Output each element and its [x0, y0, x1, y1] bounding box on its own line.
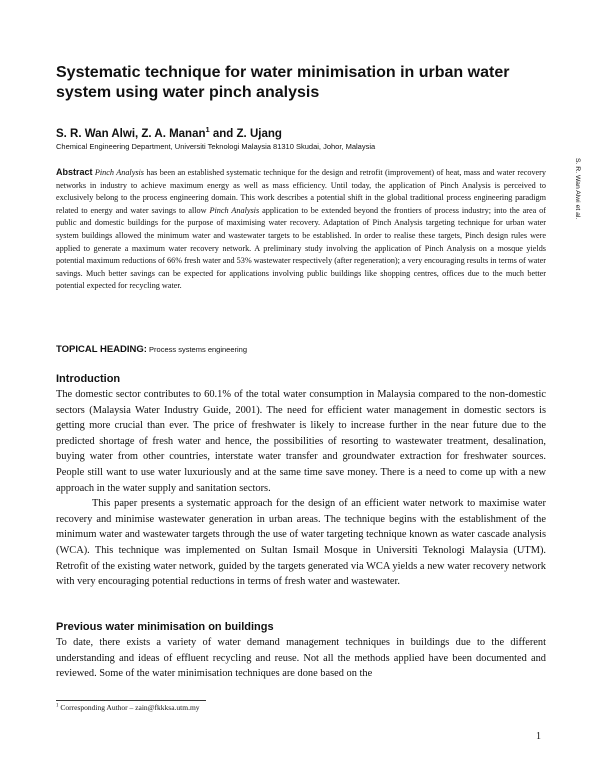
affiliation: Chemical Engineering Department, Universiti Teknologi Malaysia 81310 Skudai, Johor, Malaysia: [56, 142, 376, 151]
section-heading-introduction: Introduction: [56, 373, 121, 385]
abstract-label: Abstract: [56, 167, 93, 177]
topical-heading-value: Process systems engineering: [146, 345, 248, 354]
abstract-text-2: application to be extended beyond the frontiers of process industry; into the area of public and domestic buildings for the purpose of maximising water recovery. Adaptation of Pinch Analysis targeting technique for urban water system buildings allowed the minimum water and wastewater targets to be established. In order to realise these targets, Pinch design rules were applied to generate a maximum water recovery network. A preliminary study involving the application of Pinch Analysis on a mosque yields potential maximum reductions of 66% fresh water and 53% wastewater respectively (after regeneration); a very encouraging results in terms of water savings. Much better savings can be expected for applications involving public buildings like shopping centres, offices due to the much better potential expected for recycling water.: [56, 205, 546, 291]
page-number: 1: [536, 731, 541, 742]
footnote-divider: [56, 700, 206, 701]
topical-heading: [56, 344, 247, 355]
footnote-text: Corresponding Author – zain@fkkksa.utm.my: [58, 703, 200, 712]
introduction-body: [56, 387, 546, 590]
abstract-italic-term-1: Pinch Analysis: [94, 168, 144, 177]
footnote: [56, 703, 200, 712]
running-author-sidebar: S. R. Wan Alwi et al.: [574, 158, 581, 220]
previous-work-body: [56, 635, 546, 682]
introduction-paragraph-1: The domestic sector contributes to 60.1% of the total water consumption in Malaysia compared to the non-domestic sectors (Malaysia Water Industry Guide, 2001). The need for efficient water management in domestic sectors is getting more crucial than ever. The price of freshwater is likely to increase further in the near future due to the predicted shortage of fresh water and hence, the possibilities of resorting to wastewater treatment, desalination, buying water from other countries, interstate water transfer and groundwater extraction for freshwater sources. People still want to use water luxuriously and at the same time save money. There is a need to come up with a new approach in the water supply and sanitation sectors.: [56, 389, 546, 494]
previous-work-paragraph-1: To date, there exists a variety of water demand management techniques in buildings due to the different understanding and ideas of effluent recycling and reuse. Not all the methods applied have been documented and reviewed. Some of the water minimisation techniques are done based on the: [56, 637, 546, 680]
author-list: [56, 125, 282, 140]
authors-tail: and Z. Ujang: [209, 127, 282, 140]
topical-heading-label: TOPICAL HEADING:: [56, 344, 147, 355]
paper-title: Systematic technique for water minimisation in urban water system using water pinch analysis: [56, 64, 510, 101]
introduction-paragraph-2: This paper presents a systematic approach for the design of an efficient water network to maximise water recovery and minimise wastewater generation in urban areas. The technique begins with the establishment of the minimum water and wastewater targets through the use of water targeting technique known as water cascade analysis (WCA). This technique was implemented on Sultan Ismail Mosque in Universiti Teknologi Malaysia (UTM). Retrofit of the existing water network, guided by the targets generated via WCA yields a new water recovery network with very encouraging potential reductions in terms of fresh water and wastewater.: [56, 498, 546, 588]
footnote-marker: 1: [56, 703, 59, 709]
authors-main: S. R. Wan Alwi, Z. A. Manan: [56, 127, 206, 140]
abstract-block: [56, 166, 546, 293]
author-footnote-marker: 1: [205, 125, 210, 134]
abstract-italic-term-2: Pinch Analysis: [209, 205, 260, 215]
abstract-text-1: has been an established systematic technique for the design and retrofit (improvement) of heat, mass and water recovery networks in industry to achieve maximum energy as well as mass efficiency. Until today, the application of Pinch Analysis is perceived to exclusively belong to the process engineering domain. This work describes a potential shift in the global traditional process engineering paradigm related to energy and water savings to allow: [56, 168, 546, 215]
section-heading-previous-work: Previous water minimisation on buildings: [56, 621, 274, 633]
